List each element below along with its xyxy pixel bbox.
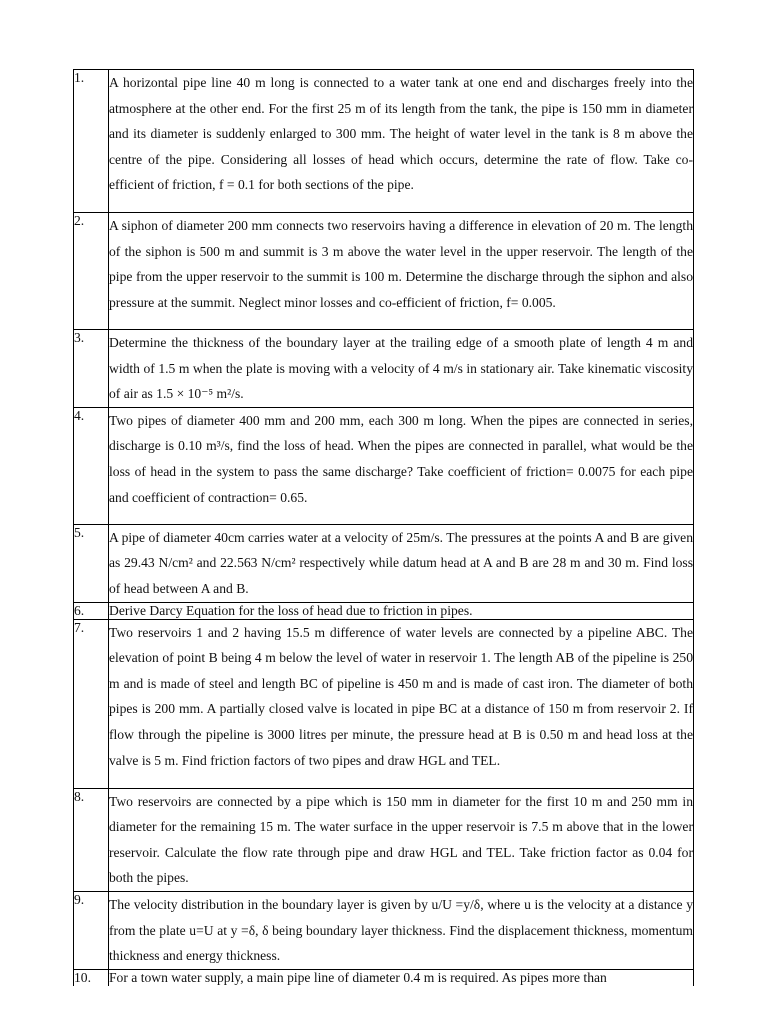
question-number: 10. (74, 969, 109, 986)
question-text: Determine the thickness of the boundary layer at the trailing edge of a smooth plate of length 4 m and width of 1.5 m when the plate is moving with a velocity of 4 m/s in stationary air. Take kinematic viscosity of air as 1.5 × 10⁻⁵ m²/s. (109, 330, 694, 408)
question-row (74, 213, 694, 330)
question-number: 4. (74, 407, 109, 524)
question-row (74, 788, 694, 891)
question-text: Two reservoirs are connected by a pipe which is 150 mm in diameter for the first 10 m and 250 mm in diameter for the remaining 15 m. The water surface in the upper reservoir is 7.5 m above that in the lower reservoir. Calculate the flow rate through pipe and draw HGL and TEL. Take friction factor as 0.04 for both the pipes. (109, 788, 694, 891)
question-sheet (73, 69, 694, 986)
question-text: A pipe of diameter 40cm carries water at a velocity of 25m/s. The pressures at the points A and B are given as 29.43 N/cm² and 22.563 N/cm² respectively while datum head at A and B are 28 m and 30 m. Find loss of head between A and B. (109, 524, 694, 602)
question-number: 6. (74, 602, 109, 619)
question-row (74, 407, 694, 524)
question-number: 8. (74, 788, 109, 891)
questions-table (73, 69, 694, 986)
question-number: 7. (74, 619, 109, 788)
question-row (74, 602, 694, 619)
question-row (74, 330, 694, 408)
question-number: 5. (74, 524, 109, 602)
question-row (74, 524, 694, 602)
question-text: For a town water supply, a main pipe line of diameter 0.4 m is required. As pipes more than (109, 969, 694, 986)
question-text: A siphon of diameter 200 mm connects two reservoirs having a difference in elevation of 20 m. The length of the siphon is 500 m and summit is 3 m above the water level in the upper reservoir. The length of the pipe from the upper reservoir to the summit is 100 m. Determine the discharge through the siphon and also pressure at the summit. Neglect minor losses and co-efficient of friction, f= 0.005. (109, 213, 694, 330)
question-row (74, 891, 694, 969)
question-text: A horizontal pipe line 40 m long is connected to a water tank at one end and discharges freely into the atmosphere at the other end. For the first 25 m of its length from the tank, the pipe is 150 mm in diameter and its diameter is suddenly enlarged to 300 mm. The height of water level in the tank is 8 m above the centre of the pipe. Considering all losses of head which occurs, determine the rate of flow. Take co-efficient of friction, f = 0.1 for both sections of the pipe. (109, 70, 694, 213)
question-text: Derive Darcy Equation for the loss of head due to friction in pipes. (109, 602, 694, 619)
question-number: 3. (74, 330, 109, 408)
question-number: 2. (74, 213, 109, 330)
question-row (74, 70, 694, 213)
question-text: The velocity distribution in the boundary layer is given by u/U =y/δ, where u is the velocity at a distance y from the plate u=U at y =δ, δ being boundary layer thickness. Find the displacement thickness, momentum thickness and energy thickness. (109, 891, 694, 969)
question-number: 9. (74, 891, 109, 969)
question-number: 1. (74, 70, 109, 213)
question-row (74, 969, 694, 986)
question-text: Two pipes of diameter 400 mm and 200 mm, each 300 m long. When the pipes are connected in series, discharge is 0.10 m³/s, find the loss of head. When the pipes are connected in parallel, what would be the loss of head in the system to pass the same discharge? Take coefficient of friction= 0.0075 for each pipe and coefficient of contraction= 0.65. (109, 407, 694, 524)
question-row (74, 619, 694, 788)
question-text: Two reservoirs 1 and 2 having 15.5 m difference of water levels are connected by a pipeline ABC. The elevation of point B being 4 m below the level of water in reservoir 1. The length AB of the pipeline is 250 m and is made of steel and length BC of pipeline is 450 m and is made of cast iron. The diameter of both pipes is 200 mm. A partially closed valve is located in pipe BC at a distance of 150 m from reservoir 2. If flow through the pipeline is 3000 litres per minute, the pressure head at B is 0.50 m and head loss at the valve is 5 m. Find friction factors of two pipes and draw HGL and TEL. (109, 619, 694, 788)
